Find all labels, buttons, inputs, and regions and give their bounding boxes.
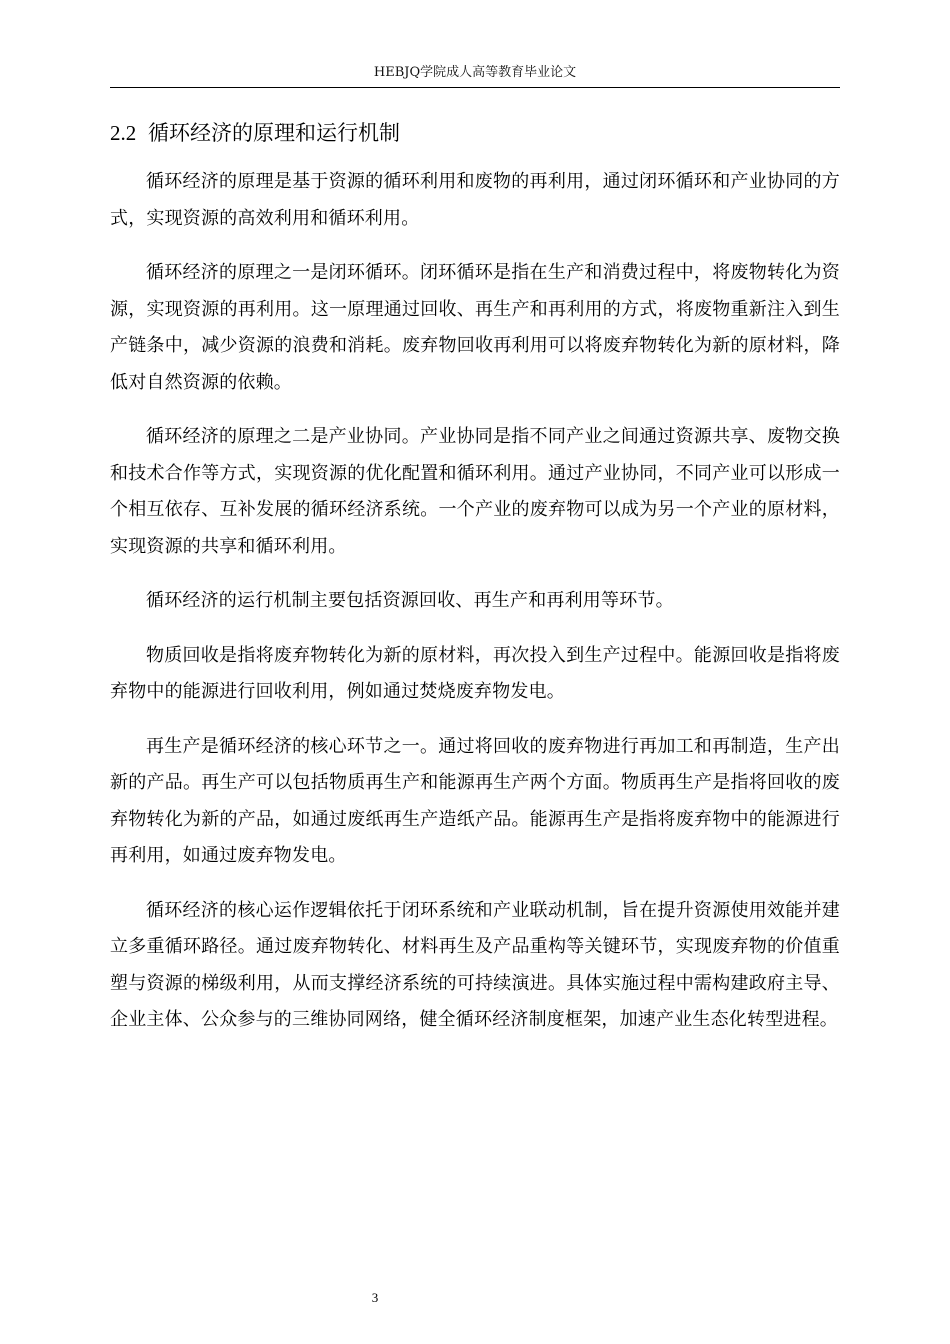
section-number: 2.2 [110, 121, 137, 145]
paragraph-reproduction: 再生产是循环经济的核心环节之一。通过将回收的废弃物进行再加工和再制造，生产出新的产品。再生产可以包括物质再生产和能源再生产两个方面。物质再生产是指将回收的废弃物转化为新的产品，如通过废纸再生产造纸产品。能源再生产是指将废弃物中的能源进行再利用，如通过废弃物发电。 [110, 735, 840, 866]
paragraph-core-logic: 循环经济的核心运作逻辑依托于闭环系统和产业联动机制，旨在提升资源使用效能并建立多重循环路径。通过废弃物转化、材料再生及产品重构等关键环节，实现废弃物的价值重塑与资源的梯级利用，从而支撑经济系统的可持续演进。具体实施过程中需构建政府主导、企业主体、公众参与的三维协同网络，健全循环经济制度框架，加速产业生态化转型进程。 [110, 899, 840, 1030]
body-text [110, 164, 840, 1057]
running-header: HEBJQ学院成人高等教育毕业论文 [373, 65, 577, 80]
page-number: 3 [371, 1290, 379, 1305]
paragraph-operating-mechanism: 循环经济的运行机制主要包括资源回收、再生产和再利用等环节。 [146, 590, 674, 611]
paragraph-closed-loop: 循环经济的原理之一是闭环循环。闭环循环是指在生产和消费过程中，将废物转化为资源，实现资源的再利用。这一原理通过回收、再生产和再利用的方式，将废物重新注入到生产链条中，减少资源的浪费和消耗。废弃物回收再利用可以将废弃物转化为新的原材料，降低对自然资源的依赖。 [110, 262, 840, 393]
header-divider [110, 87, 840, 88]
paragraph-intro: 循环经济的原理是基于资源的循环利用和废物的再利用，通过闭环循环和产业协同的方式，实现资源的高效利用和循环利用。 [110, 171, 840, 229]
paragraph-material-recovery: 物质回收是指将废弃物转化为新的原材料，再次投入到生产过程中。能源回收是指将废弃物中的能源进行回收利用，例如通过焚烧废弃物发电。 [110, 644, 840, 702]
paragraph-industrial-synergy: 循环经济的原理之二是产业协同。产业协同是指不同产业之间通过资源共享、废物交换和技术合作等方式，实现资源的优化配置和循环利用。通过产业协同，不同产业可以形成一个相互依存、互补发展的循环经济系统。一个产业的废弃物可以成为另一个产业的原材料，实现资源的共享和循环利用。 [110, 426, 840, 557]
section-title: 循环经济的原理和运行机制 [148, 121, 400, 145]
section-heading [110, 115, 840, 151]
